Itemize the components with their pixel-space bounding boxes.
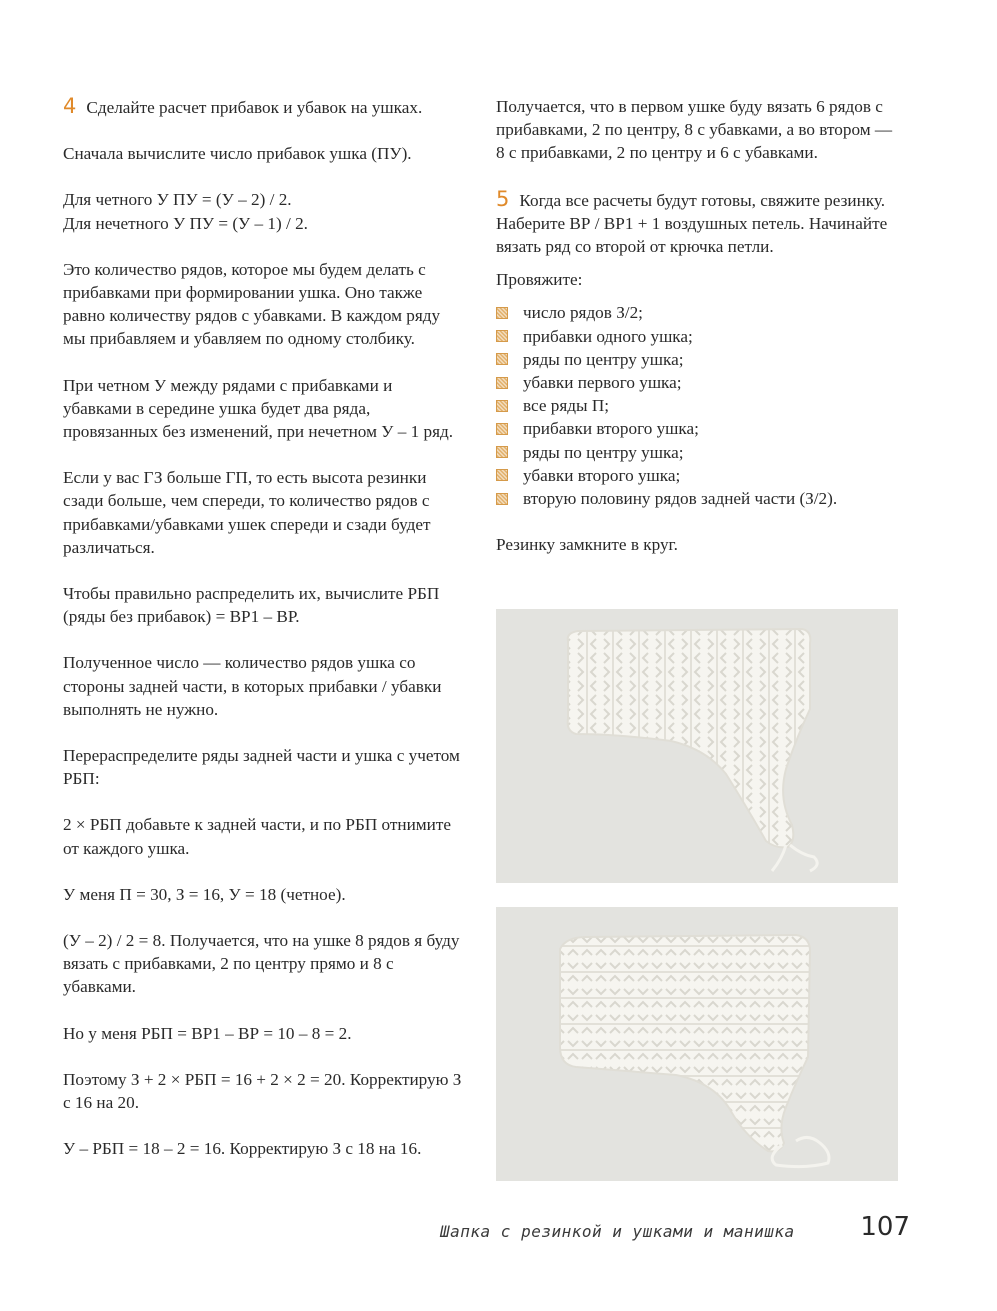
bullet-icon xyxy=(496,377,508,389)
formula-even: Для четного У ПУ = (У – 2) / 2. xyxy=(63,190,292,210)
paragraph: Резинку замкните в круг. xyxy=(496,535,678,555)
paragraph: Наберите ВР / ВР1 + 1 воздушных петель. Начинайте вязать ряд со второй от крючка петли. xyxy=(496,213,888,257)
knitted-piece-illustration xyxy=(496,907,898,1181)
bullet-icon xyxy=(496,353,508,365)
paragraph: При четном У между рядами с прибавками и убавками в середине ушка будет два ряда, провязанных без изменений, при нечетном У – 1 ряд. xyxy=(63,375,454,442)
running-title: Шапка с резинкой и ушками и манишка xyxy=(440,1222,795,1241)
paragraph: Провяжите: xyxy=(496,270,583,290)
bullet-icon xyxy=(496,493,508,505)
bullet-icon xyxy=(496,400,508,412)
paragraph: Но у меня РБП = ВР1 – ВР = 10 – 8 = 2. xyxy=(63,1023,352,1043)
photo-knitted-piece-1 xyxy=(496,609,898,883)
right-column xyxy=(496,95,898,556)
knitted-piece-illustration xyxy=(496,609,898,883)
paragraph: Поэтому З + 2 × РБП = 16 + 2 × 2 = 20. Корректирую З с 16 на 20. xyxy=(63,1069,462,1113)
bullet-icon xyxy=(496,330,508,342)
paragraph: Чтобы правильно распределить их, вычислите РБП (ряды без прибавок) = ВР1 – ВР. xyxy=(63,584,440,627)
list-item: прибавки одного ушка; xyxy=(496,325,898,348)
paragraph: 2 × РБП добавьте к задней части, и по РБП отнимите от каждого ушка. xyxy=(63,815,452,858)
bullet-list xyxy=(496,301,898,510)
step-number: 4 xyxy=(63,94,77,118)
bullet-icon xyxy=(496,423,508,435)
list-item: ряды по центру ушка; xyxy=(496,441,898,464)
bullet-icon xyxy=(496,307,508,319)
list-item: ряды по центру ушка; xyxy=(496,348,898,371)
photo-knitted-piece-2 xyxy=(496,907,898,1181)
list-item: прибавки второго ушка; xyxy=(496,417,898,440)
list-item: вторую половину рядов задней части (З/2). xyxy=(496,487,898,510)
paragraph: У – РБП = 18 – 2 = 16. Корректирую З с 18 на 16. xyxy=(63,1139,422,1159)
page-footer xyxy=(440,1212,910,1246)
paragraph: Если у вас ГЗ больше ГП, то есть высота резинки сзади больше, чем спереди, то количество рядов с прибавками/убавками ушек спереди и сзади будет различаться. xyxy=(63,468,431,557)
page-number: 107 xyxy=(860,1212,910,1242)
paragraph: У меня П = 30, З = 16, У = 18 (четное). xyxy=(63,884,346,904)
step-text: Когда все расчеты будут готовы, свяжите резинку. xyxy=(519,190,886,210)
paragraph: Получается, что в первом ушке буду вязать 6 рядов с прибавками, 2 по центру, 8 с убавками, а во втором — 8 с прибавками, 2 по центру и 6 с убавками. xyxy=(496,97,893,163)
step-5-heading xyxy=(496,188,898,212)
list-item: число рядов З/2; xyxy=(496,301,898,324)
paragraph: Сначала вычислите число прибавок ушка (ПУ). xyxy=(63,144,412,164)
bullet-icon xyxy=(496,469,508,481)
paragraph: (У – 2) / 2 = 8. Получается, что на ушке 8 рядов я буду вязать с прибавками, 2 по центру прямо и 8 с убавками. xyxy=(63,931,460,997)
list-item: все ряды П; xyxy=(496,394,898,417)
step-4-heading xyxy=(63,95,463,119)
step-number: 5 xyxy=(496,186,510,211)
bullet-icon xyxy=(496,446,508,458)
formula-odd: Для нечетного У ПУ = (У – 1) / 2. xyxy=(63,213,308,233)
step-text: Сделайте расчет прибавок и убавок на ушках. xyxy=(86,98,423,117)
paragraph: Полученное число — количество рядов ушка со стороны задней части, в которых прибавки / убавки выполнять не нужно. xyxy=(63,653,442,719)
left-column xyxy=(63,95,463,1161)
list-item: убавки второго ушка; xyxy=(496,464,898,487)
list-item: убавки первого ушка; xyxy=(496,371,898,394)
paragraph: Перераспределите ряды задней части и ушка с учетом РБП: xyxy=(63,746,460,789)
paragraph: Это количество рядов, которое мы будем делать с прибавками при формировании ушка. Оно также равно количеству рядов с убавками. В каждом ряду мы прибавляем и убавляем по одному столбику. xyxy=(63,259,441,349)
